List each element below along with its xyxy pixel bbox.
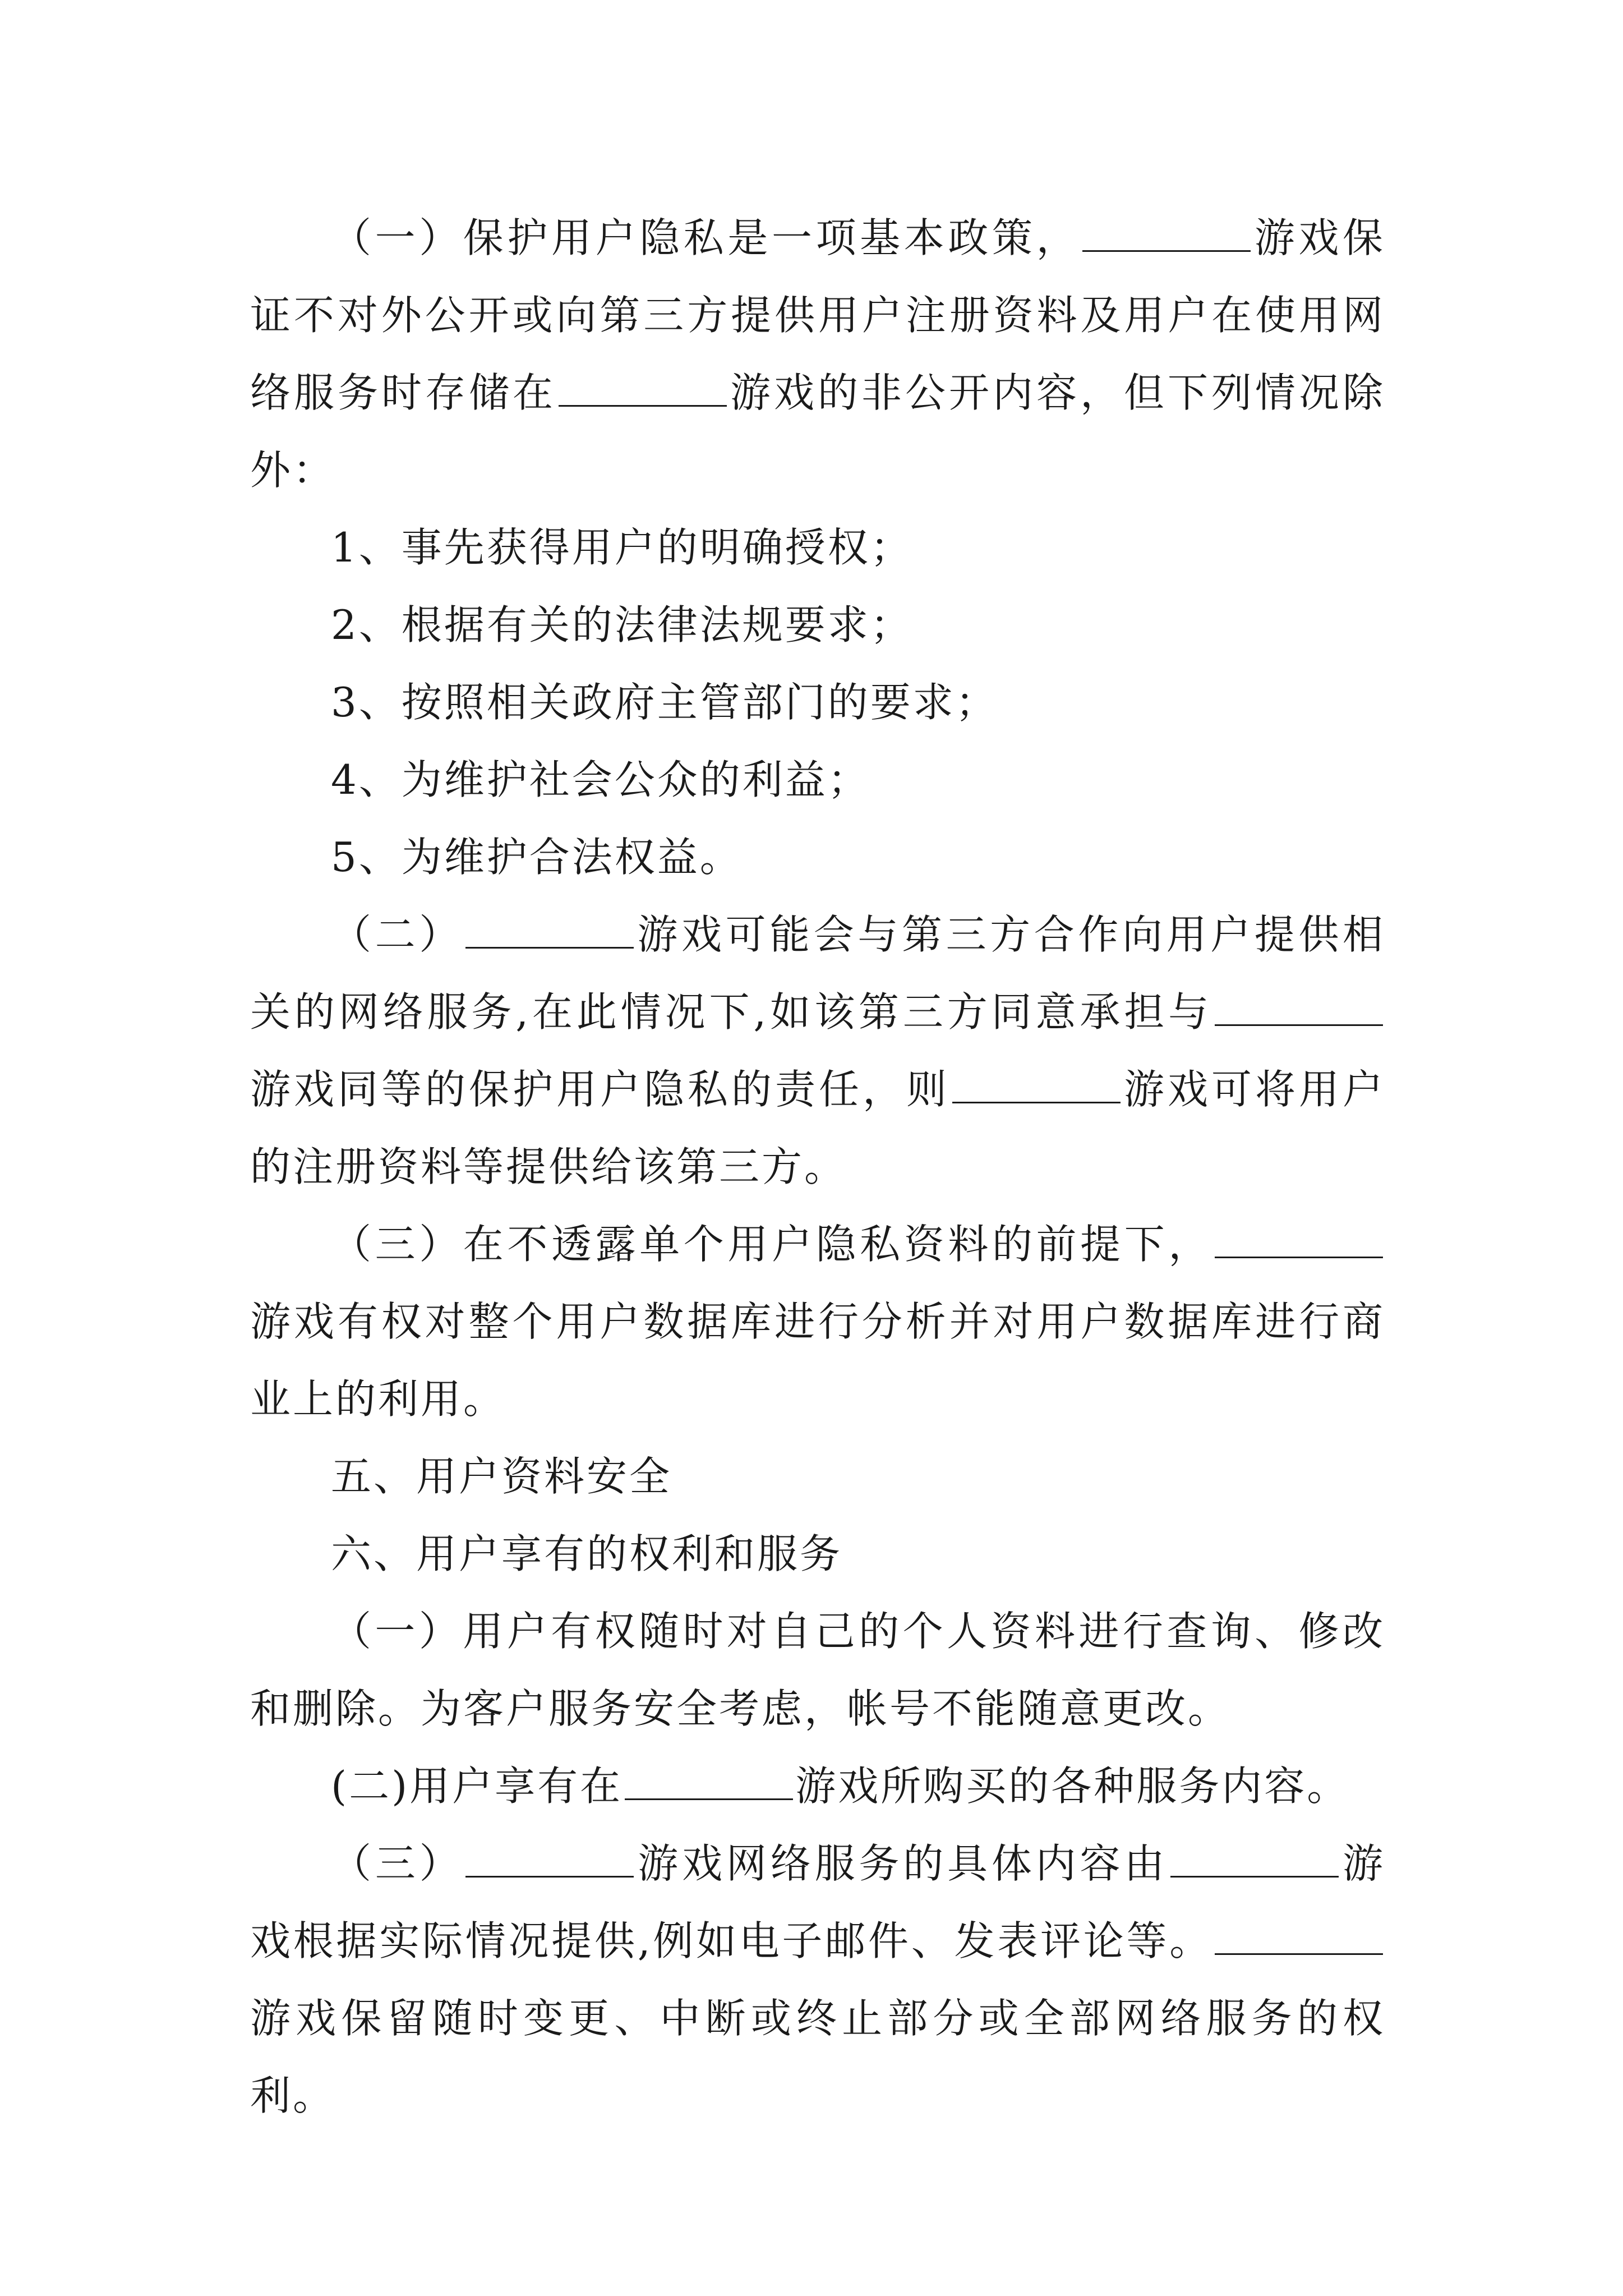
paragraph-exception-1	[250, 509, 1385, 586]
blank-line	[1215, 991, 1383, 1026]
blank-line	[1215, 1920, 1383, 1955]
text-segment: 2、根据有关的法律法规要求；	[331, 601, 913, 648]
text-segment: 游戏的非公开内容，但下列情况除外：	[250, 369, 1385, 494]
text-segment: 游戏可能会与第三方合作向用户提供相关的网络服务,在此情况下,如该第三方同意承担与	[250, 911, 1385, 1036]
text-segment: 1、事先获得用户的明确授权；	[331, 524, 913, 571]
text-segment: 5、为维护合法权益。	[331, 834, 743, 881]
blank-line	[465, 1842, 634, 1878]
text-segment: 游戏保留随时变更、中断或终止部分或全部网络服务的权利。	[250, 1995, 1385, 2119]
text-segment: （一）用户有权随时对自己的个人资料进行查询、修改和删除。为客户服务安全考虑，帐号不能随意更改。	[250, 1608, 1385, 1732]
paragraph-privacy-policy	[250, 199, 1385, 509]
text-segment: 五、用户资料安全	[331, 1453, 672, 1500]
paragraph-edit-personal-data	[250, 1593, 1385, 1747]
blank-line	[465, 913, 634, 949]
paragraph-database-analysis	[250, 1205, 1385, 1438]
text-segment: （三）在不透露单个用户隐私资料的前提下，	[331, 1221, 1212, 1268]
text-segment: （二）	[331, 911, 463, 958]
section-heading-user-rights	[250, 1515, 1385, 1593]
text-segment: （一）保护用户隐私是一项基本政策，	[331, 214, 1081, 261]
paragraph-exception-5	[250, 818, 1385, 896]
section-heading-data-security	[250, 1438, 1385, 1515]
text-segment: 游戏网络服务的具体内容由	[636, 1840, 1169, 1887]
blank-line	[1215, 1223, 1383, 1258]
paragraph-exception-2	[250, 586, 1385, 664]
text-segment: 游戏所购买的各种服务内容。	[795, 1763, 1350, 1810]
blank-line	[1170, 1842, 1339, 1878]
paragraph-exception-4	[250, 741, 1385, 818]
paragraph-exception-3	[250, 664, 1385, 741]
text-segment: 六、用户享有的权利和服务	[331, 1530, 843, 1577]
text-segment: 游戏有权对整个用户数据库进行分析并对用户数据库进行商业上的利用。	[250, 1298, 1385, 1423]
document-body	[250, 199, 1385, 2134]
blank-line	[625, 1765, 793, 1800]
text-segment: 游戏同等的保护用户隐私的责任，则	[250, 1066, 950, 1113]
text-segment: 3、按照相关政府主管部门的要求；	[331, 679, 998, 726]
text-segment: (二)用户享有在	[331, 1763, 623, 1810]
text-segment: 4、为维护社会公众的利益；	[331, 756, 870, 803]
paragraph-service-content	[250, 1825, 1385, 2134]
text-segment: 游戏根据实际情况提供,例如电子邮件、发表评论等。	[250, 1840, 1385, 1964]
blank-line	[559, 371, 727, 407]
text-segment: 游戏可将用户的注册资料等提供给该第三方。	[250, 1066, 1385, 1190]
text-segment: （三）	[331, 1840, 464, 1887]
paragraph-purchased-services	[250, 1747, 1385, 1825]
blank-line	[1082, 217, 1251, 252]
blank-line	[952, 1068, 1121, 1103]
paragraph-third-party-cooperation	[250, 896, 1385, 1205]
text-segment: 游戏保证不对外公开或向第三方提供用户注册资料及用户在使用网络服务时存储在	[250, 214, 1385, 416]
